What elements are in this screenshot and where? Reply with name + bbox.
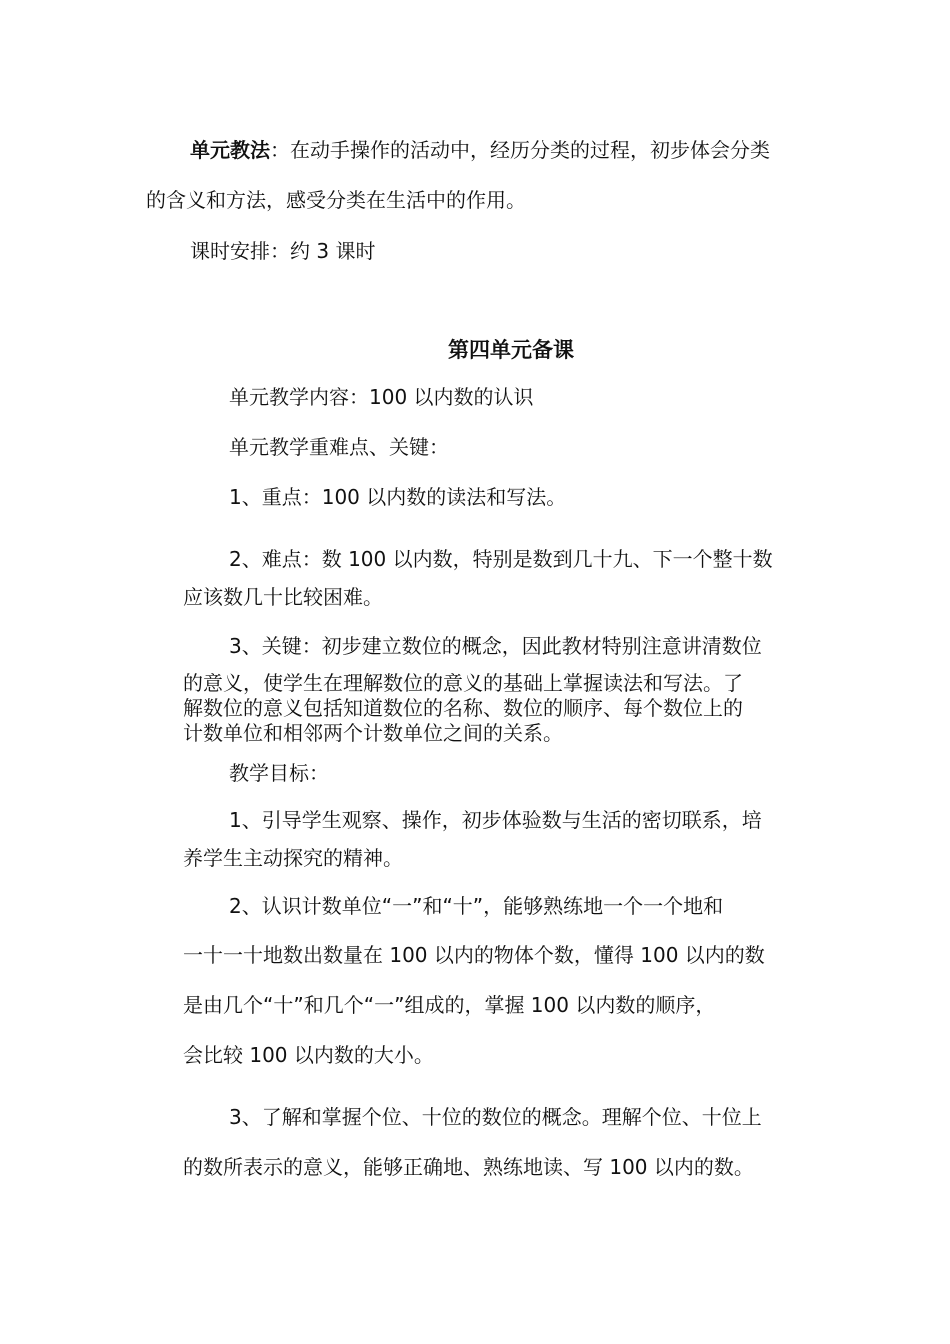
key-line-1: 3、关键：初步建立数位的概念，因此教材特别注意讲清数位	[229, 634, 762, 658]
goal-2-line-4: 会比较 100 以内数的大小。	[183, 1043, 434, 1067]
teaching-method-line-2: 的含义和方法，感受分类在生活中的作用。	[146, 188, 526, 212]
key-line-3: 解数位的意义包括知道数位的名称、数位的顺序、每个数位上的	[183, 696, 743, 720]
goal-2-line-2: 一十一十地数出数量在 100 以内的物体个数，懂得 100 以内的数	[183, 943, 765, 967]
key-line-2: 的意义，使学生在理解数位的意义的基础上掌握读法和写法。了	[183, 671, 743, 695]
schedule-line: 课时安排：约 3 课时	[190, 239, 376, 263]
goal-3-line-2: 的数所表示的意义，能够正确地、熟练地读、写 100 以内的数。	[183, 1155, 754, 1179]
key-point-1: 1、重点：100 以内数的读法和写法。	[229, 485, 567, 509]
teaching-goals-heading: 教学目标：	[229, 761, 329, 785]
goal-2-line-3: 是由几个“十”和几个“一”组成的，掌握 100 以内数的顺序，	[183, 993, 716, 1017]
goal-3-line-1: 3、了解和掌握个位、十位的数位的概念。理解个位、十位上	[229, 1105, 762, 1129]
key-points-heading: 单元教学重难点、关键：	[229, 435, 449, 459]
teaching-method-line-1	[190, 137, 770, 163]
key-line-4: 计数单位和相邻两个计数单位之间的关系。	[183, 721, 563, 745]
unit-content: 单元教学内容：100 以内数的认识	[229, 385, 534, 409]
unit-four-title: 第四单元备课	[448, 338, 574, 362]
difficulty-line-2: 应该数几十比较困难。	[183, 585, 383, 609]
goal-1-line-2: 养学生主动探究的精神。	[183, 846, 403, 870]
teaching-method-label: 单元教法	[190, 138, 270, 162]
difficulty-line-1: 2、难点：数 100 以内数，特别是数到几十九、下一个整十数	[229, 547, 773, 571]
goal-1-line-1: 1、引导学生观察、操作，初步体验数与生活的密切联系，培	[229, 808, 762, 832]
goal-2-line-1: 2、认识计数单位“一”和“十”，能够熟练地一个一个地和	[229, 894, 724, 918]
teaching-method-text: ：在动手操作的活动中，经历分类的过程，初步体会分类	[270, 138, 770, 162]
